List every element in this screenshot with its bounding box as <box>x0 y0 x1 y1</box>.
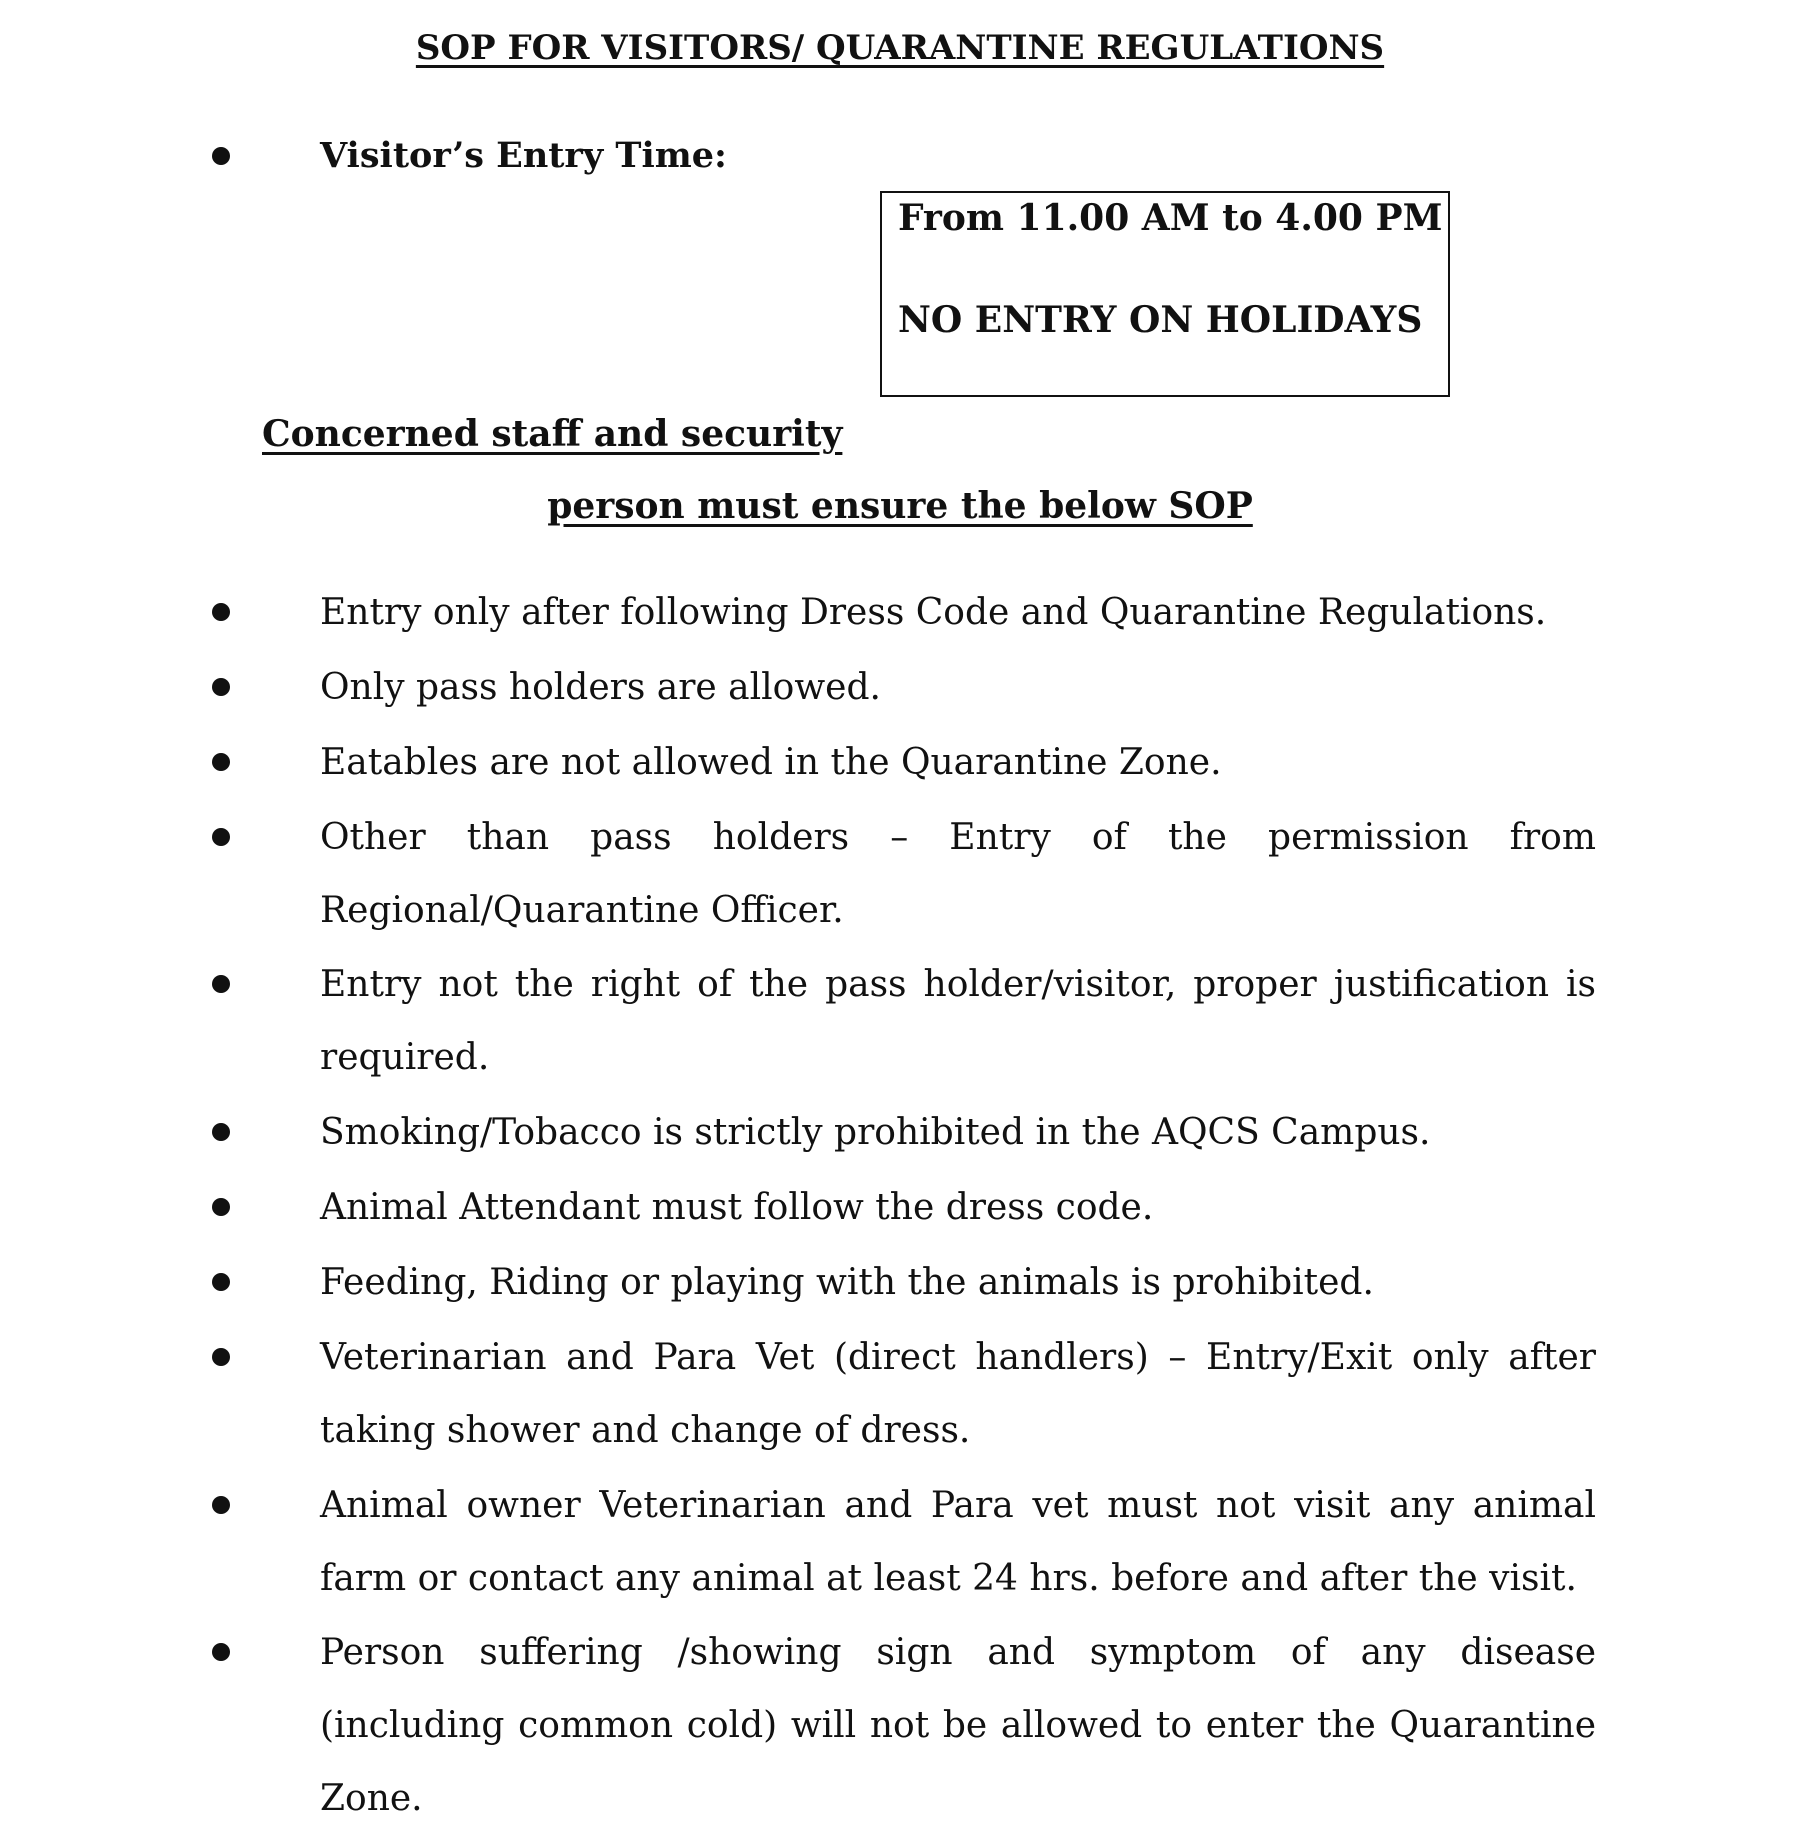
holiday-notice: NO ENTRY ON HOLIDAYS <box>898 299 1423 341</box>
entry-time-heading: Visitor’s Entry Time: <box>320 135 727 176</box>
bullet-icon <box>212 1643 230 1661</box>
list-item: Animal owner Veterinarian and Para vet must not visit any animal farm or contact any animal at least 24 hrs. before and after the visit. <box>320 1485 1596 1599</box>
list-item: Entry not the right of the pass holder/visitor, proper justification is required. <box>320 964 1596 1078</box>
entry-time-box <box>880 191 1450 397</box>
bullet-icon <box>212 603 230 621</box>
bullet-icon <box>212 1198 230 1216</box>
bullet-icon <box>212 678 230 696</box>
bullet-icon <box>212 147 230 165</box>
entry-hours: From 11.00 AM to 4.00 PM <box>898 197 1443 239</box>
list-item: Entry only after following Dress Code and Quarantine Regulations. <box>320 592 1547 633</box>
staff-heading-line-1: Concerned staff and security <box>262 413 843 455</box>
list-item: Eatables are not allowed in the Quarantine Zone. <box>320 742 1222 783</box>
bullet-icon <box>212 828 230 846</box>
list-item: Feeding, Riding or playing with the animals is prohibited. <box>320 1262 1374 1303</box>
bullet-icon <box>212 1273 230 1291</box>
bullet-icon <box>212 753 230 771</box>
list-item: Smoking/Tobacco is strictly prohibited in the AQCS Campus. <box>320 1112 1431 1153</box>
bullet-icon <box>212 975 230 993</box>
page-title: SOP FOR VISITORS/ QUARANTINE REGULATIONS <box>415 28 1385 68</box>
list-item: Person suffering /showing sign and symptom of any disease (including common cold) will not be allowed to enter the Quarantine Zone. <box>320 1632 1596 1819</box>
bullet-icon <box>212 1496 230 1514</box>
bullet-icon <box>212 1123 230 1141</box>
bullet-icon <box>212 1348 230 1366</box>
list-item: Animal Attendant must follow the dress code. <box>320 1187 1154 1228</box>
list-item: Other than pass holders – Entry of the permission from Regional/Quarantine Officer. <box>320 817 1596 931</box>
staff-heading-line-2: person must ensure the below SOP <box>547 485 1253 527</box>
list-item: Only pass holders are allowed. <box>320 667 881 708</box>
list-item: Veterinarian and Para Vet (direct handlers) – Entry/Exit only after taking shower and change of dress. <box>320 1337 1596 1451</box>
